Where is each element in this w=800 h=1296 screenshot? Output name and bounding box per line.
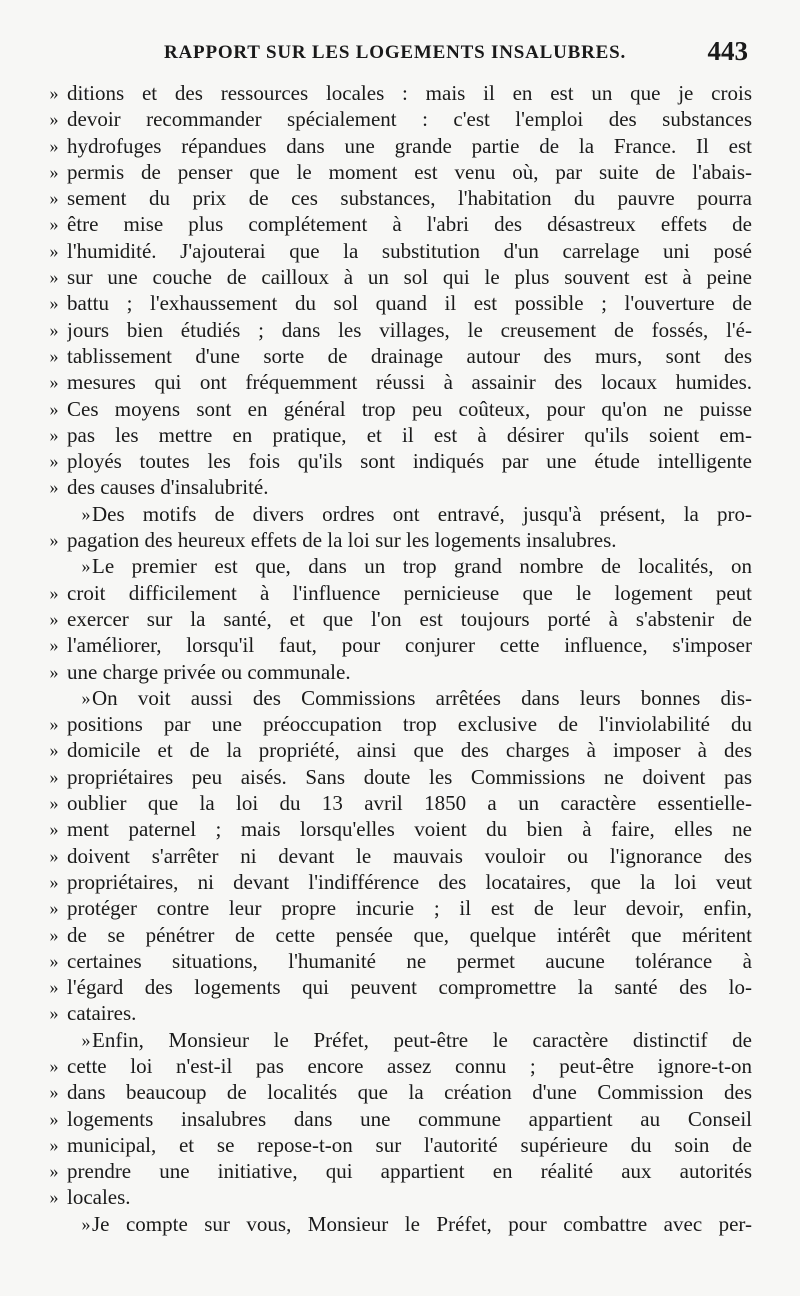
text-line bbox=[40, 238, 752, 264]
line-text: propriétaires peu aisés. Sans doute les Commissions ne doivent pas bbox=[67, 764, 752, 789]
line-text: hydrofuges répandues dans une grande partie de la France. Il est bbox=[67, 133, 752, 158]
quote-mark: » bbox=[49, 845, 59, 866]
text-line bbox=[40, 606, 752, 632]
quote-mark: » bbox=[49, 1161, 59, 1182]
line-text: positions par une préoccupation trop exclusive de l'inviolabilité du bbox=[67, 712, 752, 737]
line-text: sur une couche de cailloux à un sol qui le plus souvent est à peine bbox=[67, 265, 752, 290]
quote-mark: » bbox=[49, 924, 59, 945]
line-text: l'humidité. J'ajouterai que la substitution d'un carrelage uni posé bbox=[67, 238, 752, 263]
quote-mark: » bbox=[81, 1213, 91, 1234]
quote-mark: » bbox=[49, 1055, 59, 1076]
line-text: pas les mettre en pratique, et il est à désirer qu'ils soient em- bbox=[67, 422, 752, 447]
quote-mark: » bbox=[49, 214, 59, 235]
text-line bbox=[40, 133, 752, 159]
line-text: dans beaucoup de localités que la création d'une Commission des bbox=[67, 1080, 752, 1105]
text-line bbox=[40, 711, 752, 737]
quote-mark: » bbox=[49, 424, 59, 445]
line-text: ployés toutes les fois qu'ils sont indiqués par une étude intelligente bbox=[67, 449, 752, 474]
text-line bbox=[40, 396, 752, 422]
line-text: de se pénétrer de cette pensée que, quelque intérêt que méritent bbox=[67, 922, 752, 947]
text-line bbox=[40, 106, 752, 132]
text-line bbox=[40, 843, 752, 869]
quote-mark: » bbox=[49, 530, 59, 551]
body-text bbox=[40, 80, 752, 1237]
text-line bbox=[40, 1027, 752, 1053]
quote-mark: » bbox=[49, 161, 59, 182]
quote-mark: » bbox=[49, 766, 59, 787]
line-text: propriétaires, ni devant l'indifférence des locataires, que la loi veut bbox=[67, 869, 752, 894]
line-text: tablissement d'une sorte de drainage autour des murs, sont des bbox=[67, 343, 752, 368]
line-text: locales. bbox=[67, 1185, 131, 1210]
quote-mark: » bbox=[49, 950, 59, 971]
line-text: pagation des heureux effets de la loi sur les logements insalubres. bbox=[67, 528, 617, 553]
quote-mark: » bbox=[49, 1134, 59, 1155]
text-line bbox=[40, 343, 752, 369]
line-text: doivent s'arrêter ni devant le mauvais vouloir ou l'ignorance des bbox=[67, 843, 752, 868]
line-text: battu ; l'exhaussement du sol quand il est possible ; l'ouverture de bbox=[67, 291, 752, 316]
line-text: Des motifs de divers ordres ont entravé, jusqu'à présent, la pro- bbox=[92, 501, 752, 526]
line-text: prendre une initiative, qui appartient en réalité aux autorités bbox=[67, 1159, 752, 1184]
line-text: croit difficilement à l'influence pernicieuse que le logement peut bbox=[67, 580, 752, 605]
quote-mark: » bbox=[49, 1003, 59, 1024]
line-text: sement du prix de ces substances, l'habitation du pauvre pourra bbox=[67, 186, 752, 211]
text-line bbox=[40, 448, 752, 474]
line-text: Ces moyens sont en général trop peu coûteux, pour qu'on ne puisse bbox=[67, 396, 752, 421]
line-text: cataires. bbox=[67, 1001, 137, 1026]
text-line bbox=[40, 1079, 752, 1105]
text-line bbox=[40, 1158, 752, 1184]
quote-mark: » bbox=[49, 240, 59, 261]
running-title: RAPPORT SUR LES LOGEMENTS INSALUBRES. bbox=[164, 42, 626, 63]
text-line bbox=[40, 659, 752, 685]
line-text: exercer sur la santé, et que l'on est toujours porté à s'abstenir de bbox=[67, 606, 752, 631]
text-line bbox=[40, 1053, 752, 1079]
quote-mark: » bbox=[49, 451, 59, 472]
text-line bbox=[40, 211, 752, 237]
text-line bbox=[40, 553, 752, 579]
quote-mark: » bbox=[49, 319, 59, 340]
quote-mark: » bbox=[81, 687, 91, 708]
line-text: oublier que la loi du 13 avril 1850 a un caractère essentielle- bbox=[67, 791, 752, 816]
text-line bbox=[40, 895, 752, 921]
text-line bbox=[40, 159, 752, 185]
quote-mark: » bbox=[49, 109, 59, 130]
line-text: des causes d'insalubrité. bbox=[67, 475, 269, 500]
text-line bbox=[40, 185, 752, 211]
text-line bbox=[40, 369, 752, 395]
line-text: mesures qui ont fréquemment réussi à assainir des locaux humides. bbox=[67, 370, 752, 395]
quote-mark: » bbox=[49, 1108, 59, 1129]
quote-mark: » bbox=[49, 83, 59, 103]
text-line bbox=[40, 527, 752, 553]
text-line bbox=[40, 869, 752, 895]
text-line bbox=[40, 1184, 752, 1210]
quote-mark: » bbox=[49, 135, 59, 156]
text-line bbox=[40, 816, 752, 842]
quote-mark: » bbox=[49, 477, 59, 498]
text-line bbox=[40, 922, 752, 948]
text-line bbox=[40, 80, 752, 106]
quote-mark: » bbox=[49, 372, 59, 393]
quote-mark: » bbox=[49, 793, 59, 814]
text-line bbox=[40, 1000, 752, 1026]
line-text: Enfin, Monsieur le Préfet, peut-être le caractère distinctif de bbox=[92, 1027, 752, 1052]
text-line bbox=[40, 632, 752, 658]
quote-mark: » bbox=[49, 293, 59, 314]
line-text: jours bien étudiés ; dans les villages, le creusement de fossés, l'é- bbox=[67, 317, 752, 342]
quote-mark: » bbox=[81, 1029, 91, 1050]
text-line bbox=[40, 580, 752, 606]
quote-mark: » bbox=[49, 898, 59, 919]
quote-mark: » bbox=[49, 714, 59, 735]
line-text: certaines situations, l'humanité ne permet aucune tolérance à bbox=[67, 948, 752, 973]
line-text: municipal, et se repose-t-on sur l'autorité supérieure du soin de bbox=[67, 1132, 752, 1157]
text-line bbox=[40, 948, 752, 974]
quote-mark: » bbox=[49, 582, 59, 603]
quote-mark: » bbox=[49, 1187, 59, 1208]
quote-mark: » bbox=[49, 740, 59, 761]
line-text: être mise plus complétement à l'abri des désastreux effets de bbox=[67, 212, 752, 237]
text-line bbox=[40, 685, 752, 711]
line-text: domicile et de la propriété, ainsi que des charges à imposer à des bbox=[67, 738, 752, 763]
quote-mark: » bbox=[49, 635, 59, 656]
quote-mark: » bbox=[49, 188, 59, 209]
quote-mark: » bbox=[49, 871, 59, 892]
text-line bbox=[40, 1106, 752, 1132]
line-text: l'égard des logements qui peuvent compromettre la santé des lo- bbox=[67, 975, 752, 1000]
text-line bbox=[40, 317, 752, 343]
line-text: protéger contre leur propre incurie ; il est de leur devoir, enfin, bbox=[67, 896, 752, 921]
quote-mark: » bbox=[49, 608, 59, 629]
quote-mark: » bbox=[49, 398, 59, 419]
text-line bbox=[40, 1211, 752, 1237]
text-line bbox=[40, 764, 752, 790]
text-line bbox=[40, 974, 752, 1000]
line-text: l'améliorer, lorsqu'il faut, pour conjurer cette influence, s'imposer bbox=[67, 633, 752, 658]
quote-mark: » bbox=[49, 819, 59, 840]
line-text: ditions et des ressources locales : mais il en est un que je crois bbox=[67, 81, 752, 105]
text-line bbox=[40, 264, 752, 290]
line-text: Je compte sur vous, Monsieur le Préfet, pour combattre avec per- bbox=[92, 1211, 752, 1236]
line-text: Le premier est que, dans un trop grand nombre de localités, on bbox=[92, 554, 752, 579]
quote-mark: » bbox=[49, 1082, 59, 1103]
line-text: On voit aussi des Commissions arrêtées dans leurs bonnes dis- bbox=[92, 685, 752, 710]
quote-mark: » bbox=[81, 556, 91, 577]
quote-mark: » bbox=[49, 267, 59, 288]
running-header bbox=[48, 38, 748, 72]
text-line bbox=[40, 1132, 752, 1158]
text-line bbox=[40, 790, 752, 816]
line-text: permis de penser que le moment est venu où, par suite de l'abais- bbox=[67, 159, 752, 184]
line-text: ment paternel ; mais lorsqu'elles voient du bien à faire, elles ne bbox=[67, 817, 752, 842]
quote-mark: » bbox=[49, 977, 59, 998]
page-number: 443 bbox=[707, 36, 748, 66]
text-line bbox=[40, 501, 752, 527]
text-line bbox=[40, 290, 752, 316]
quote-mark: » bbox=[49, 345, 59, 366]
text-line bbox=[40, 737, 752, 763]
line-text: cette loi n'est-il pas encore assez connu ; peut-être ignore-t-on bbox=[67, 1053, 752, 1078]
line-text: devoir recommander spécialement : c'est l'emploi des substances bbox=[67, 107, 752, 132]
text-line bbox=[40, 474, 752, 500]
line-text: logements insalubres dans une commune appartient au Conseil bbox=[67, 1106, 752, 1131]
quote-mark: » bbox=[81, 503, 91, 524]
line-text: une charge privée ou communale. bbox=[67, 659, 351, 684]
text-line bbox=[40, 422, 752, 448]
quote-mark: » bbox=[49, 661, 59, 682]
